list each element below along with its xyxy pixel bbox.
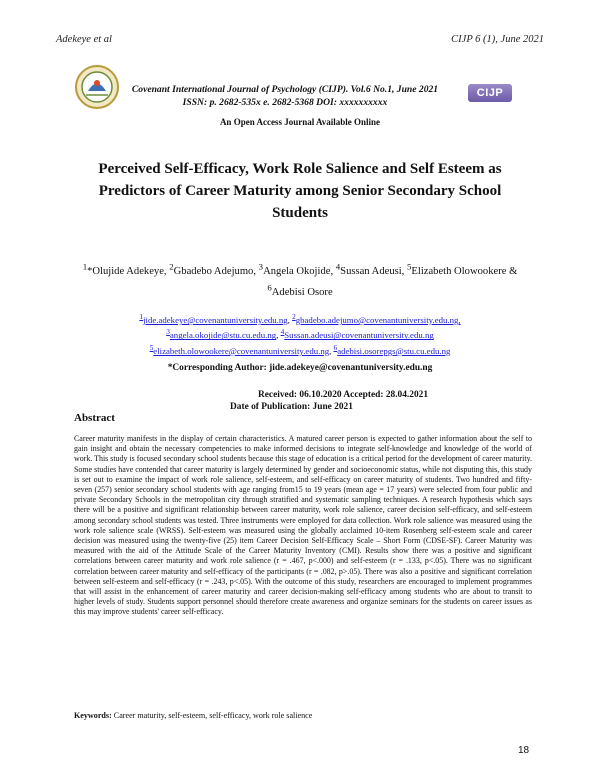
keywords-text: Career maturity, self-esteem, self-efficacy, work role salience bbox=[111, 711, 313, 720]
keywords bbox=[74, 711, 532, 720]
email-line: $^5$elizabeth.olowookere@covenantuniversity.edu.ng, $^6$adebisi.osorepgs@stu.cu.edu.ng bbox=[149, 342, 451, 356]
author: $^3$Angela Okojide, bbox=[258, 261, 336, 277]
email-link[interactable]: elizabeth.olowookere@covenantuniversity.edu.ng bbox=[153, 345, 330, 356]
abstract-body: Career maturity manifests in the display of certain characteristics. A matured career person is expected to gather information about the self to gain insight and obtain the necessary competencies to make informed decisions to integrate self-knowledge and knowledge of the world of work. This study is focused secondary school students because this stage of education is a critical period for the development of career maturity. Some studies have contended that career maturity is largely determined by gender and socioeconomic status, while not disputing this, this study is set out to examine the impact of work role salience, self-esteem, and self-efficacy on career maturity of students. Two hundred and fifty-seven (257) senior secondary school students with age ranging from15 to 19 years (mean age = 17 years) were selected from four public and private Secondary Schools in the metropolitan city through stratified and systematic sampling techniques. A research hypothesis which says there will be a positive and significant relationship between career maturity, work role salience, career decision self-efficacy, and self-esteem among secondary school students was tested. Three instruments were employed for data collection. Work role salience was measured using the work role salience scale (WRSS). Self-esteem was measured using the globally acclaimed 10-item Rosenberg self-esteem scale and career decision was measured using the twenty-five (25) item Career Decision Self-Efficacy Scale – Short Form (CDSE-SF). Career Maturity was measured with the aid of the Attitude Scale of the Career Maturity Inventory (CMI). Results show there was a positive and significant correlations between career maturity and work role salience (r = .467, p<.000) and self-esteem (r = .133, p<.05). There was no significant correlation between career maturity and self-efficacy of the participants (r = .082, p>.05). There was also a positive and significant correlation between self-esteem and self-efficacy (r = .243, p<.05). With the outcome of this study, researchers are encouraged to implement programmes that will assist in the enhancement of career maturity and career decision-making self-efficacy among students who are about to transit to higher levels of study. Students support personnel should therefore create awareness and organize seminars for the students on career issues as this may improve students' career self-efficacy. bbox=[74, 434, 532, 617]
author: $^1$*Olujide Adekeye, bbox=[82, 261, 170, 277]
publication-date: Date of Publication: June 2021 bbox=[230, 402, 353, 412]
journal-badge-logo: CIJP bbox=[468, 84, 512, 102]
paper-title: Perceived Self-Efficacy, Work Role Salience and Self Esteem as Predictors of Career Maturity among Senior Secondary School Students bbox=[98, 161, 502, 221]
author: $^5$Elizabeth Olowookere & bbox=[406, 261, 518, 277]
email-line: $^3$angela.okojide@stu.cu.edu.ng, $^4$Sussan.adeusi@covenantuniversity.edu.ng bbox=[166, 327, 434, 341]
email-link[interactable]: jide.adekeye@covenantuniversity.edu.ng bbox=[143, 314, 288, 325]
email-link[interactable]: Sussan.adeusi@covenantuniversity.edu.ng bbox=[284, 330, 434, 341]
corresponding-author: *Corresponding Author: jide.adekeye@covenantuniversity.edu.ng bbox=[167, 363, 433, 373]
email-link[interactable]: adebisi.osorepgs@stu.cu.edu.ng bbox=[337, 345, 451, 356]
author: $^4$Sussan Adeusi, bbox=[335, 261, 407, 277]
author: $^6$Adebisi Osore bbox=[267, 282, 333, 299]
open-access-notice: An Open Access Journal Available Online bbox=[219, 117, 381, 127]
author-list bbox=[80, 258, 520, 301]
journal-logo-icon bbox=[74, 64, 120, 110]
journal-issn-doi: ISSN: p. 2682-535x e. 2682-5368 DOI: xxxxxxxxxx bbox=[182, 97, 388, 108]
author-emails bbox=[100, 311, 500, 357]
journal-citation: Covenant International Journal of Psychology (CIJP). Vol.6 No.1, June 2021 bbox=[131, 84, 439, 95]
email-link[interactable]: angela.okojide@stu.cu.edu.ng bbox=[169, 330, 277, 341]
page-number: 18 bbox=[518, 745, 530, 756]
running-header-left: Adekeye et al bbox=[56, 34, 112, 45]
author: $^2$Gbadebo Adejumo, bbox=[169, 261, 259, 277]
abstract-heading: Abstract bbox=[74, 412, 115, 424]
received-accepted-dates: Received: 06.10.2020 Accepted: 28.04.2021 bbox=[258, 390, 429, 400]
keywords-label: Keywords: bbox=[74, 711, 112, 720]
email-line: $^1$jide.adekeye@covenantuniversity.edu.ng, $^2$gbadebo.adejumo@covenantuniversity.edu.ng, bbox=[139, 312, 461, 325]
email-link[interactable]: gbadebo.adejumo@covenantuniversity.edu.ng, bbox=[295, 314, 461, 325]
running-header-right: CIJP 6 (1), June 2021 bbox=[451, 34, 544, 45]
